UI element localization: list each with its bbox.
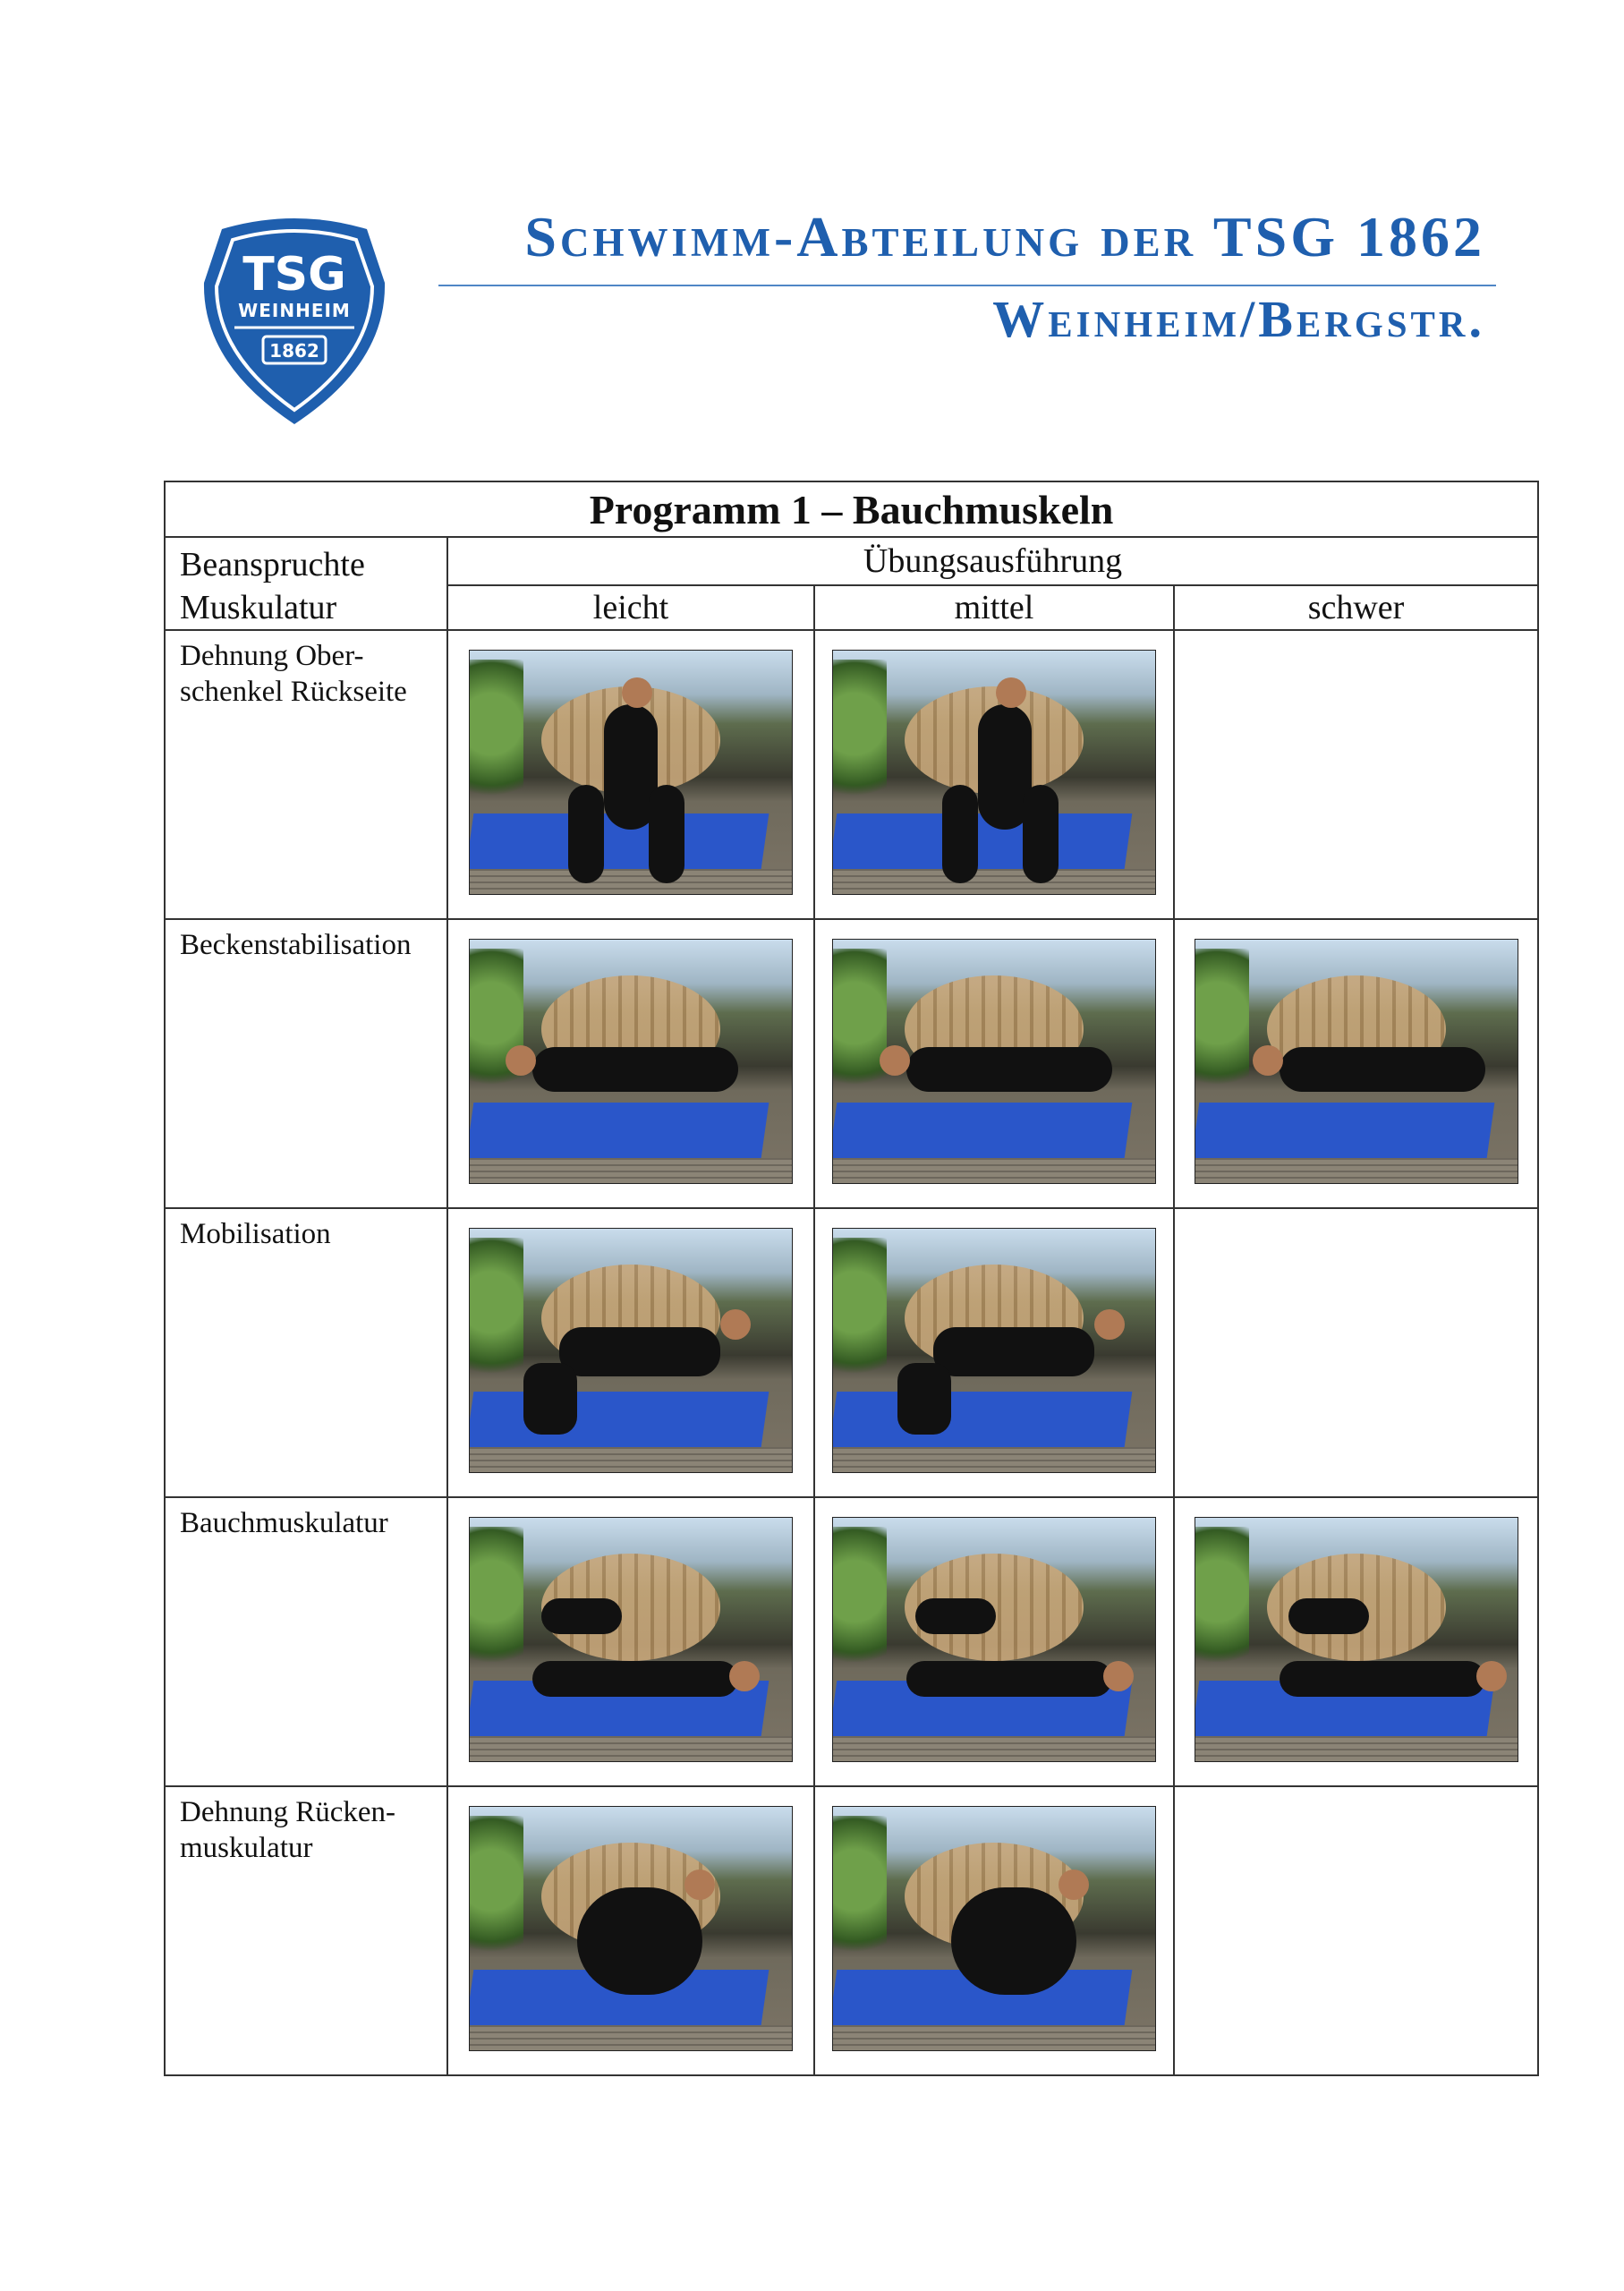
exercise-cell-hard [1174, 1497, 1538, 1786]
exercise-cell-easy [447, 1786, 814, 2075]
exercise-cell-hard [1174, 1208, 1538, 1497]
athlete-head [1059, 1869, 1089, 1900]
athlete-figure [532, 1047, 738, 1092]
athlete-figure [568, 785, 604, 883]
exercise-cell-medium [814, 919, 1174, 1208]
athlete-head [729, 1661, 760, 1691]
level-header-hard: schwer [1174, 585, 1538, 630]
exercise-photo [469, 1806, 793, 2051]
athlete-figure [559, 1327, 720, 1376]
athlete-head [880, 1045, 910, 1076]
logo-year-text: 1862 [269, 340, 319, 362]
photo-plant-l [833, 660, 887, 821]
exercise-label: Dehnung Ober-schenkel Rückseite [165, 630, 447, 919]
exercise-cell-medium [814, 1208, 1174, 1497]
athlete-head [622, 677, 652, 708]
photo-plant-l [1195, 949, 1249, 1110]
muscle-column-header: Beanspruchte Muskulatur [165, 537, 447, 630]
exercise-photo [832, 1517, 1156, 1762]
photo-mat [469, 1392, 769, 1447]
exercise-photo [1195, 1517, 1518, 1762]
exercise-row [165, 1497, 1538, 1786]
photo-floor-line [833, 1736, 1155, 1761]
photo-mat [832, 813, 1132, 869]
photo-floor-line [470, 869, 792, 894]
exercise-photo [1195, 939, 1518, 1184]
athlete-figure [906, 1661, 1112, 1697]
exercise-row [165, 630, 1538, 919]
org-name-line2: Weinheim/Bergstr. [992, 290, 1485, 348]
photo-floor-line [470, 1447, 792, 1472]
athlete-head [1476, 1661, 1507, 1691]
exercise-label: Dehnung Rücken-muskulatur [165, 1786, 447, 2075]
exercise-label: Beckenstabilisation [165, 919, 447, 1208]
athlete-head [720, 1309, 751, 1340]
level-header-medium: mittel [814, 585, 1174, 630]
athlete-figure [541, 1598, 622, 1634]
exercise-cell-easy [447, 1208, 814, 1497]
photo-floor-line [833, 1158, 1155, 1183]
exercise-label: Bauchmuskulatur [165, 1497, 447, 1786]
athlete-figure [933, 1327, 1094, 1376]
exercise-photo [469, 939, 793, 1184]
athlete-figure [1280, 1047, 1485, 1092]
execution-header: Übungsausführung [447, 537, 1538, 585]
athlete-figure [942, 785, 978, 883]
photo-plant-l [470, 1527, 523, 1688]
athlete-head [1253, 1045, 1283, 1076]
exercise-cell-medium [814, 1786, 1174, 2075]
athlete-head [506, 1045, 536, 1076]
photo-mat [1195, 1103, 1494, 1158]
athlete-figure [1288, 1598, 1369, 1634]
photo-floor-line [833, 869, 1155, 894]
exercise-label: Mobilisation [165, 1208, 447, 1497]
athlete-figure [1023, 785, 1059, 883]
exercise-cell-medium [814, 630, 1174, 919]
athlete-figure [1280, 1661, 1485, 1697]
logo-tsg-text: TSG [242, 248, 346, 302]
photo-plant-l [833, 1238, 887, 1399]
athlete-figure [906, 1047, 1112, 1092]
header-rule [438, 285, 1496, 286]
exercise-photo [469, 1228, 793, 1473]
tsg-logo [195, 211, 394, 426]
athlete-figure [523, 1363, 577, 1435]
photo-floor-line [833, 1447, 1155, 1472]
photo-mat [832, 1103, 1132, 1158]
exercise-row [165, 1786, 1538, 2075]
photo-plant-l [470, 660, 523, 821]
program-sheet [164, 481, 1539, 2076]
photo-plant-l [470, 1816, 523, 1977]
exercise-cell-medium [814, 1497, 1174, 1786]
athlete-figure [915, 1598, 996, 1634]
athlete-figure [897, 1363, 951, 1435]
athlete-head [996, 677, 1026, 708]
photo-floor-line [1195, 1158, 1518, 1183]
photo-plant-l [833, 1816, 887, 1977]
athlete-figure [532, 1661, 738, 1697]
exercise-cell-hard [1174, 630, 1538, 919]
athlete-head [684, 1869, 715, 1900]
photo-plant-l [470, 1238, 523, 1399]
photo-plant-l [833, 949, 887, 1110]
photo-plant-l [470, 949, 523, 1110]
athlete-head [1103, 1661, 1134, 1691]
exercise-photo [469, 1517, 793, 1762]
exercise-row [165, 1208, 1538, 1497]
athlete-figure [951, 1887, 1076, 1995]
level-header-easy: leicht [447, 585, 814, 630]
photo-plant-l [833, 1527, 887, 1688]
logo-weinheim-text: WEINHEIM [238, 300, 351, 321]
program-title: Programm 1 – Bauchmuskeln [165, 481, 1538, 537]
exercise-cell-easy [447, 1497, 814, 1786]
photo-plant-l [1195, 1527, 1249, 1688]
exercise-cell-hard [1174, 919, 1538, 1208]
exercise-photo [832, 1806, 1156, 2051]
photo-mat [832, 1392, 1132, 1447]
exercise-cell-easy [447, 919, 814, 1208]
exercise-cell-easy [447, 630, 814, 919]
athlete-figure [577, 1887, 702, 1995]
program-table [164, 481, 1539, 2076]
photo-floor-line [470, 1736, 792, 1761]
exercise-cell-hard [1174, 1786, 1538, 2075]
photo-mat [469, 1103, 769, 1158]
photo-floor-line [470, 2025, 792, 2050]
photo-floor-line [833, 2025, 1155, 2050]
exercise-photo [832, 1228, 1156, 1473]
exercise-photo [469, 650, 793, 895]
athlete-figure [649, 785, 684, 883]
athlete-head [1094, 1309, 1125, 1340]
photo-floor-line [470, 1158, 792, 1183]
photo-floor-line [1195, 1736, 1518, 1761]
exercise-photo [832, 939, 1156, 1184]
exercise-row [165, 919, 1538, 1208]
org-name-line1: Schwimm-Abteilung der TSG 1862 [524, 205, 1485, 268]
exercise-photo [832, 650, 1156, 895]
